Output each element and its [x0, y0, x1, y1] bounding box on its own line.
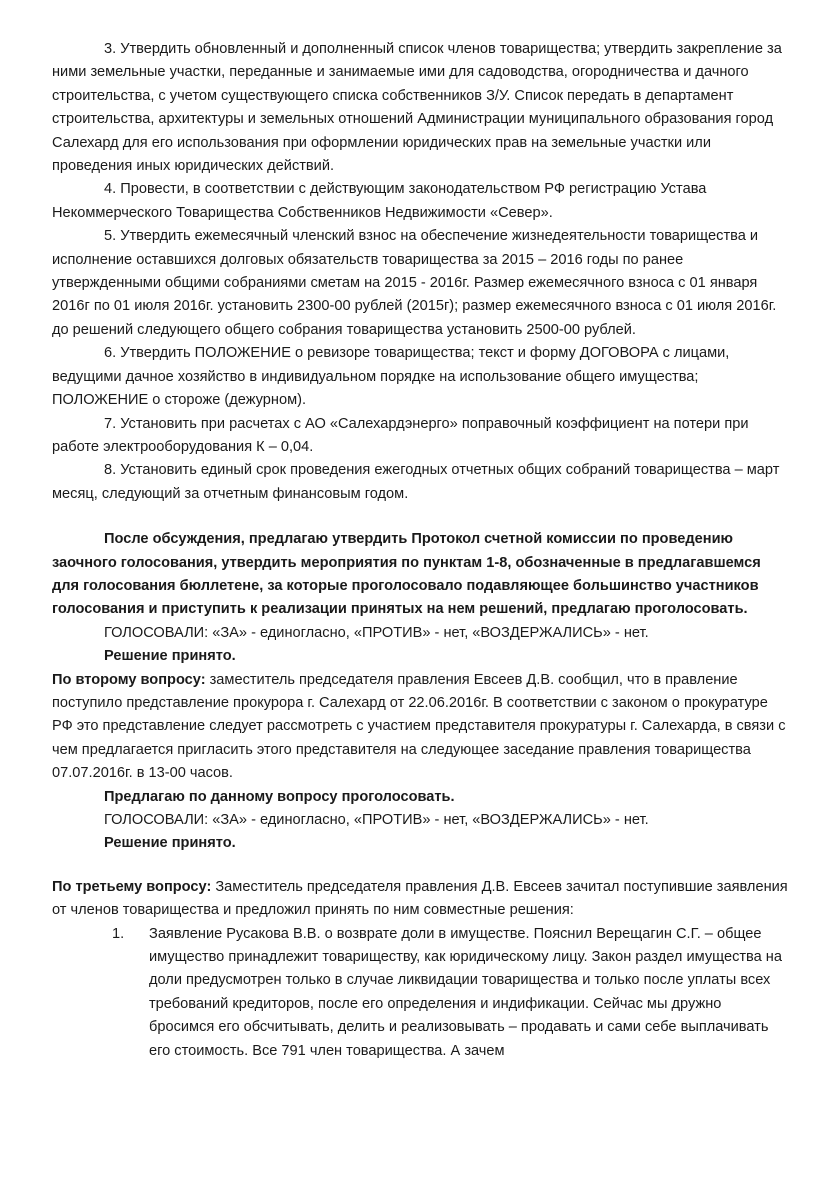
vote-result-1: ГОЛОСОВАЛИ: «ЗА» - единогласно, «ПРОТИВ» - нет, «ВОЗДЕРЖАЛИСЬ» - нет. [104, 624, 649, 641]
resolution-item-8: 8. Установить единый срок проведения ежегодных отчетных общих собраний товарищества – март месяц, следующий за отчетным финансовым годом. [52, 462, 780, 502]
resolution-item-7: 7. Установить при расчетах с АО «Салехардэнерго» поправочный коэффициент на потери при работе электрооборудования К – 0,04. [52, 415, 749, 455]
list-item [112, 923, 789, 1063]
list-item-text: Заявление Русакова В.В. о возврате доли в имуществе. Пояснил Верещагин С.Г. – общее имущество принадлежит товариществу, как юридическому лицу. Закон раздел имущества на доли предусмотрен только в случае ликвидации товарищества и только после уплаты всех требований кредиторов, после его определения и индификации. Сейчас мы дружно бросимся его обсчитывать, делить и реализовывать – продавать и сами себе выплачивать его стоимость. Все 791 член товарищества. А зачем [149, 925, 782, 1059]
second-question-paragraph [52, 669, 789, 786]
third-question-text: Заместитель председателя правления Д.В. Евсеев зачитал поступившие заявления от членов товарищества и предложил принять по ним совместные решения: [52, 878, 788, 919]
spacer [52, 856, 789, 876]
decision-1: Решение принято. [104, 648, 236, 665]
resolution-item-6: 6. Утвердить ПОЛОЖЕНИЕ о ревизоре товарищества; текст и форму ДОГОВОРА с лицами, ведущими дачное хозяйство в индивидуальном порядке на использование общего имущества; ПОЛОЖЕНИЕ о стороже (дежурном). [52, 345, 730, 409]
spacer [52, 506, 789, 528]
resolution-item-4: 4. Провести, в соответствии с действующим законодательством РФ регистрацию Устава Некоммерческого Товарищества Собственников Недвижимости «Север». [52, 181, 707, 221]
second-question-text: заместитель председателя правления Евсеев Д.В. сообщил, что в правление поступило представление прокурора г. Салехард от 22.06.2016г. В соответствии с законом о прокуратуре РФ это представление следует рассмотреть с участием представителя прокуратуры г. Салехарда, в связи с чем предлагается пригласить этого представителя на следующее заседание правления товарищества 07.07.2016г. в 13-00 часов. [52, 671, 786, 782]
third-question-paragraph [52, 876, 789, 923]
propose-vote-2: Предлагаю по данному вопросу проголосовать. [104, 788, 455, 805]
resolution-item-5: 5. Утвердить ежемесячный членский взнос на обеспечение жизнедеятельности товарищества и исполнение оставшихся долговых обязательств товарищества за 2015 – 2016 годы по ранее утвержденными общими собраниями сметам на 2015 - 2016г. Размер ежемесячного взноса с 01 января 2016г по 01 июля 2016г. установить 2300-00 рублей (2015г); размер ежемесячного взноса с 01 июля 2016г. до решений следующего общего собрания товарищества установить 2500-00 рублей. [52, 228, 777, 338]
decision-2: Решение принято. [104, 835, 236, 852]
list-item-number: 1. [112, 925, 125, 942]
proposal-paragraph: После обсуждения, предлагаю утвердить Протокол счетной комиссии по проведению заочного голосования, утвердить мероприятия по пунктам 1-8, обозначенные в предлагавшемся для голосования бюллетене, за которые проголосовало подавляющее большинство участников голосования и приступить к реализации принятых на нем решений, предлагаю проголосовать. [52, 531, 761, 618]
second-question-label: По второму вопросу: [52, 671, 206, 688]
resolution-item-3: 3. Утвердить обновленный и дополненный список членов товарищества; утвердить закрепление за ними земельные участки, переданные и занимаемые ими для садоводства, огородничества и дачного строительства, с учетом существующего списка собственников З/У. Список передать в департамент строительства, архитектуры и земельных отношений Администрации муниципального образования город Салехард для его использования при оформлении юридических прав на земельные участки или проведения иных юридических действий. [52, 41, 782, 175]
vote-result-2: ГОЛОСОВАЛИ: «ЗА» - единогласно, «ПРОТИВ» - нет, «ВОЗДЕРЖАЛИСЬ» - нет. [104, 812, 649, 828]
third-question-label: По третьему вопросу: [52, 878, 212, 895]
